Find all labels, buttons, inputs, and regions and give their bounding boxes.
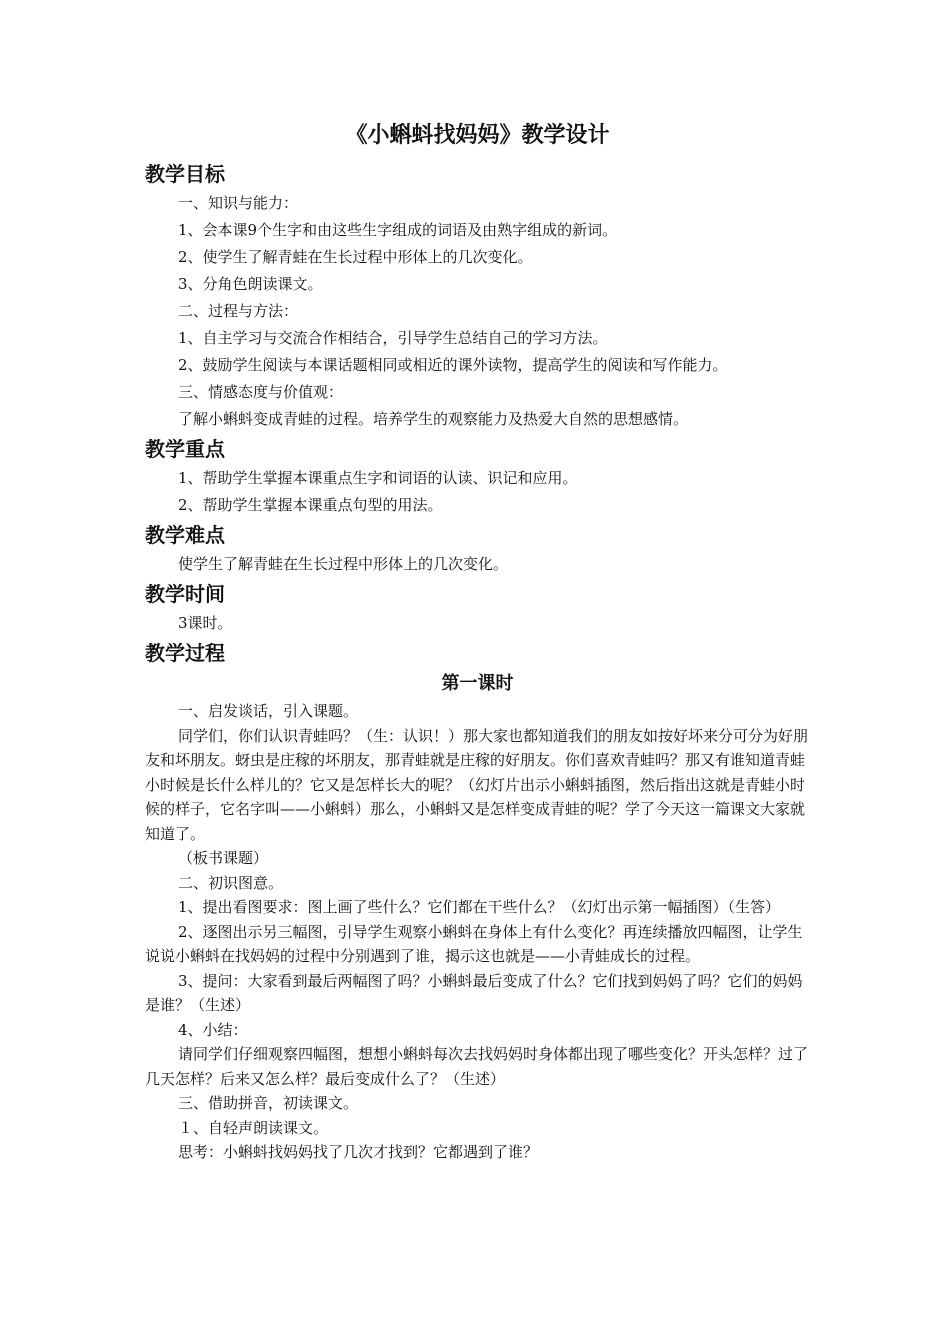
objectives-line: 一、知识与能力： xyxy=(178,194,299,212)
objectives-line: 了解小蝌蚪变成青蛙的过程。培养学生的观察能力及热爱大自然的思想感情。 xyxy=(178,410,689,428)
document-title: 《小蝌蚪找妈妈》教学设计 xyxy=(345,123,610,148)
objectives-line: 三、情感态度与价值观： xyxy=(178,383,344,401)
process-paragraph: 请同学们仔细观察四幅图，想想小蝌蚪每次去找妈妈时身体都出现了哪些变化？开头怎样？过了几天怎样？后来又怎么样？最后变成什么了？（生述） xyxy=(145,1045,809,1088)
process-line: 思考：小蝌蚪找妈妈找了几次才找到？它都遇到了谁？ xyxy=(178,1143,539,1161)
document-page xyxy=(145,118,810,1165)
objectives-line: 二、过程与方法： xyxy=(178,302,299,320)
process-paragraph: 2、逐图出示另三幅图，引导学生观察小蝌蚪在身体上有什么变化？再连续播放四幅图，让学生说说小蝌蚪在找妈妈的过程中分别遇到了谁，揭示这也就是——小青蛙成长的过程。 xyxy=(145,922,803,965)
process-line: 4、小结： xyxy=(178,1020,248,1039)
heading-time: 教学时间 xyxy=(145,582,225,606)
process-line: （板书课题） xyxy=(178,849,269,867)
time-line: 3课时。 xyxy=(178,614,233,632)
process-line: １、自轻声朗读课文。 xyxy=(178,1118,329,1137)
process-line: 二、初识图意。 xyxy=(178,873,284,892)
heading-difficulties: 教学难点 xyxy=(145,523,225,547)
process-paragraph: 同学们，你们认识青蛙吗？（生：认识！）那大家也都知道我们的朋友如按好坏来分可分为好朋友和坏朋友。蚜虫是庄稼的坏朋友，那青蛙就是庄稼的好朋友。你们喜欢青蛙吗？那又有谁知道青蛙小时候是长什么样儿的？它又是怎样长大的呢？（幻灯片出示小蝌蚪插图，然后指出这就是青蛙小时候的样子，它名字叫——小蝌蚪）那么，小蝌蚪又是怎样变成青蛙的呢？学了今天这一篇课文大家就知道了。 xyxy=(145,726,809,843)
process-paragraph: 3、提问：大家看到最后两幅图了吗？小蝌蚪最后变成了什么？它们找到妈妈了吗？它们的妈妈是谁？（生述） xyxy=(145,971,803,1014)
objectives-line: 3、分角色朗读课文。 xyxy=(178,275,323,293)
lesson-title: 第一课时 xyxy=(441,673,514,694)
keypoints-line: 1、帮助学生掌握本课重点生字和词语的认读、识记和应用。 xyxy=(178,469,578,487)
objectives-line: 2、鼓励学生阅读与本课话题相同或相近的课外读物，提高学生的阅读和写作能力。 xyxy=(178,356,728,374)
process-line: 三、借助拼音，初读课文。 xyxy=(178,1094,359,1112)
heading-objectives: 教学目标 xyxy=(145,162,225,186)
objectives-line: 1、会本课9个生字和由这些生字组成的词语及由熟字组成的新词。 xyxy=(178,221,618,239)
process-line: 一、启发谈话，引入课题。 xyxy=(178,702,359,720)
heading-keypoints: 教学重点 xyxy=(145,437,225,461)
difficulties-line: 使学生了解青蛙在生长过程中形体上的几次变化。 xyxy=(178,555,509,573)
objectives-line: 1、自主学习与交流合作相结合，引导学生总结自己的学习方法。 xyxy=(178,329,608,347)
keypoints-line: 2、帮助学生掌握本课重点句型的用法。 xyxy=(178,496,443,514)
process-paragraph: 1、提出看图要求：图上画了些什么？它们都在干些什么？（幻灯出示第一幅插图）（生答） xyxy=(178,898,781,916)
heading-process: 教学过程 xyxy=(145,641,225,665)
objectives-line: 2、使学生了解青蛙在生长过程中形体上的几次变化。 xyxy=(178,248,533,266)
